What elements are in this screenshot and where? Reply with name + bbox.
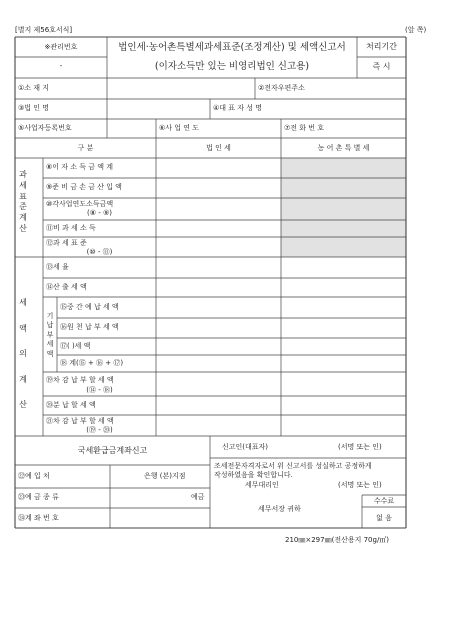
agent-statement-2: 작성하였음을 확인합니다.: [214, 471, 293, 479]
corp-name-label: ③법 인 명: [18, 104, 50, 112]
prepaid-tax-label: 기납부세액: [46, 312, 54, 358]
mgmt-no-value[interactable]: -: [59, 62, 63, 70]
account-type-suffix: 예금: [191, 493, 205, 501]
filer-label: 신고인(대표자): [222, 443, 269, 451]
phone-label: ⑦전 화 번 호: [284, 124, 324, 132]
ceo-name-label: ④대 표 자 성 명: [213, 104, 262, 112]
form-id: [별지 제56호서식]: [15, 26, 73, 34]
row-19-formula: (⑭ - ⑱): [86, 386, 113, 394]
refund-title: 국세환급금계좌신고: [77, 446, 148, 455]
row-16: ⑯원 천 납 부 세 액: [60, 323, 119, 331]
col-category: 구 분: [77, 144, 94, 152]
account-no-label: ㉔계 좌 번 호: [18, 514, 59, 522]
mgmt-no-label: ※관리번호: [44, 43, 78, 51]
row-21-formula: (⑲ - ⑳): [86, 426, 113, 434]
fiscal-year-label: ⑥사 업 연 도: [159, 124, 199, 132]
agent-label: 세무대리인: [245, 481, 279, 489]
bank-label: ㉒예 입 처: [18, 472, 50, 480]
row-17: ⑰( )세 액: [60, 342, 91, 350]
section-tax-label: 세액의계산: [19, 298, 27, 410]
paper-size: 210㎜×297㎜(전산용지 70g/㎡): [285, 536, 390, 544]
section-base-label: 과세표준계산: [19, 170, 27, 233]
row-8: ⑧이 자 소 득 금 액 계: [46, 163, 113, 171]
row-21: ㉑차 감 납 부 할 세 액: [46, 417, 114, 425]
page-side: (앞 쪽): [405, 26, 427, 34]
address-label: ①소 재 지: [18, 84, 50, 92]
row-9: ⑨준 비 금 손 금 산 입 액: [46, 183, 122, 191]
email-label: ②전자우편주소: [258, 84, 305, 92]
account-type-label: ㉓예 금 종 류: [18, 493, 59, 501]
bank-suffix: 은행 (본)지점: [144, 472, 186, 480]
fee-label: 수수료: [373, 497, 395, 505]
row-11: ⑪비 과 세 소 득: [46, 224, 96, 232]
filer-sign[interactable]: (서명 또는 인): [338, 443, 382, 451]
form-title: 법인세·농어촌특별세과세표준(조정계산) 및 세액신고서: [118, 42, 346, 53]
period-label: 처리기간: [366, 42, 397, 51]
row-15: ⑮중 간 예 납 세 액: [60, 303, 119, 311]
row-12: ⑫과 세 표 준: [46, 239, 87, 247]
row-14: ⑭산 출 세 액: [46, 283, 87, 291]
row-10: ⑩각사업연도소득금액: [46, 200, 114, 208]
row-18: ⑱ 계(⑮ + ⑯ + ⑰): [60, 359, 124, 367]
period-value: 즉 시: [372, 62, 391, 71]
row-12-formula: (⑩ - ⑪): [86, 248, 113, 256]
agent-sign[interactable]: (서명 또는 인): [338, 481, 382, 489]
fee-value: 없 음: [376, 514, 392, 522]
row-13: ⑬세 율: [46, 263, 69, 271]
biz-reg-no-label: ⑤사업자등록번호: [18, 124, 72, 132]
agent-statement-1: 조세전문자격자로서 위 신고서를 성실하고 공정하게: [214, 462, 372, 470]
col-corp-tax: 법 인 세: [206, 144, 231, 152]
office-label: 세무서장 귀하: [258, 505, 301, 513]
form-subtitle: (이자소득만 있는 비영리법인 신고용): [154, 61, 310, 72]
row-19: ⑲차 감 납 부 할 세 액: [46, 376, 114, 384]
row-20: ⑳분 납 할 세 액: [46, 401, 96, 409]
col-rural-tax: 농 어 촌 특 별 세: [317, 144, 370, 152]
row-10-formula: (⑧ - ⑨): [87, 209, 112, 217]
